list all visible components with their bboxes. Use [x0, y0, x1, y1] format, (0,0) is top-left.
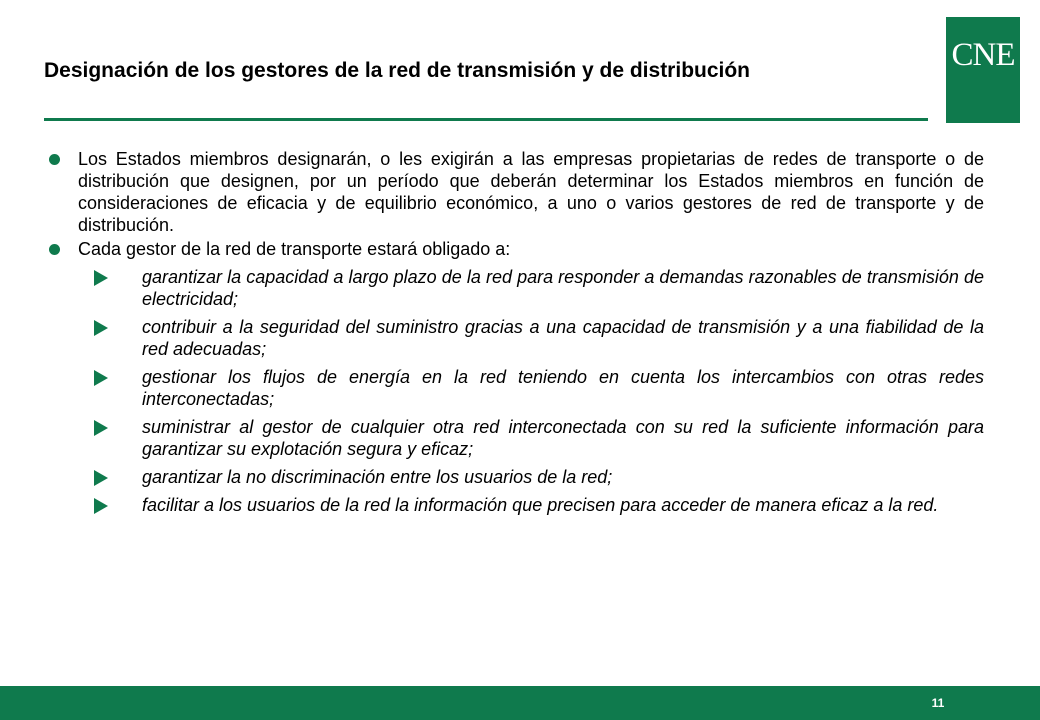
sub-item	[44, 366, 984, 410]
sub-item-text: garantizar la capacidad a largo plazo de la red para responder a demandas razonables de transmisión de electricidad;	[142, 267, 984, 309]
sub-item-text: suministrar al gestor de cualquier otra red interconectada con su red la suficiente información para garantizar su explotación segura y eficaz;	[142, 417, 984, 459]
arrow-bullet-icon	[94, 320, 108, 336]
page-number: 11	[931, 696, 945, 710]
sub-item	[44, 266, 984, 310]
sub-item	[44, 466, 984, 488]
arrow-bullet-icon	[94, 370, 108, 386]
logo-text: CNE	[951, 37, 1015, 73]
sub-item-text: facilitar a los usuarios de la red la información que precisen para acceder de manera eficaz a la red.	[142, 495, 939, 515]
sub-item	[44, 316, 984, 360]
footer-bar	[0, 686, 1040, 720]
sub-item	[44, 416, 984, 460]
bullet-dot-icon	[49, 154, 60, 165]
bullet-text: Cada gestor de la red de transporte estará obligado a:	[78, 239, 511, 259]
sub-item-text: gestionar los flujos de energía en la red teniendo en cuenta los intercambios con otras redes interconectadas;	[142, 367, 984, 409]
sub-item-text: garantizar la no discriminación entre los usuarios de la red;	[142, 467, 613, 487]
bullet-text: Los Estados miembros designarán, o les exigirán a las empresas propietarias de redes de transporte o de distribución que designen, por un período que deberán determinar los Estados miembros en función de consideraciones de eficacia y de equilibrio económico, a uno o varios gestores de red de transporte y de distribución.	[78, 149, 984, 235]
bullet-dot-icon	[49, 244, 60, 255]
arrow-bullet-icon	[94, 420, 108, 436]
bullet-item	[44, 148, 984, 236]
sub-item	[44, 494, 984, 516]
sub-item-text: contribuir a la seguridad del suministro gracias a una capacidad de transmisión y a una fiabilidad de la red adecuadas;	[142, 317, 984, 359]
arrow-bullet-icon	[94, 270, 108, 286]
bullet-item	[44, 238, 984, 260]
cne-logo	[946, 17, 1020, 123]
slide-title: Designación de los gestores de la red de transmisión y de distribución	[44, 59, 751, 82]
arrow-bullet-icon	[94, 470, 108, 486]
title-underline	[44, 118, 928, 121]
slide-content	[44, 148, 984, 516]
arrow-bullet-icon	[94, 498, 108, 514]
